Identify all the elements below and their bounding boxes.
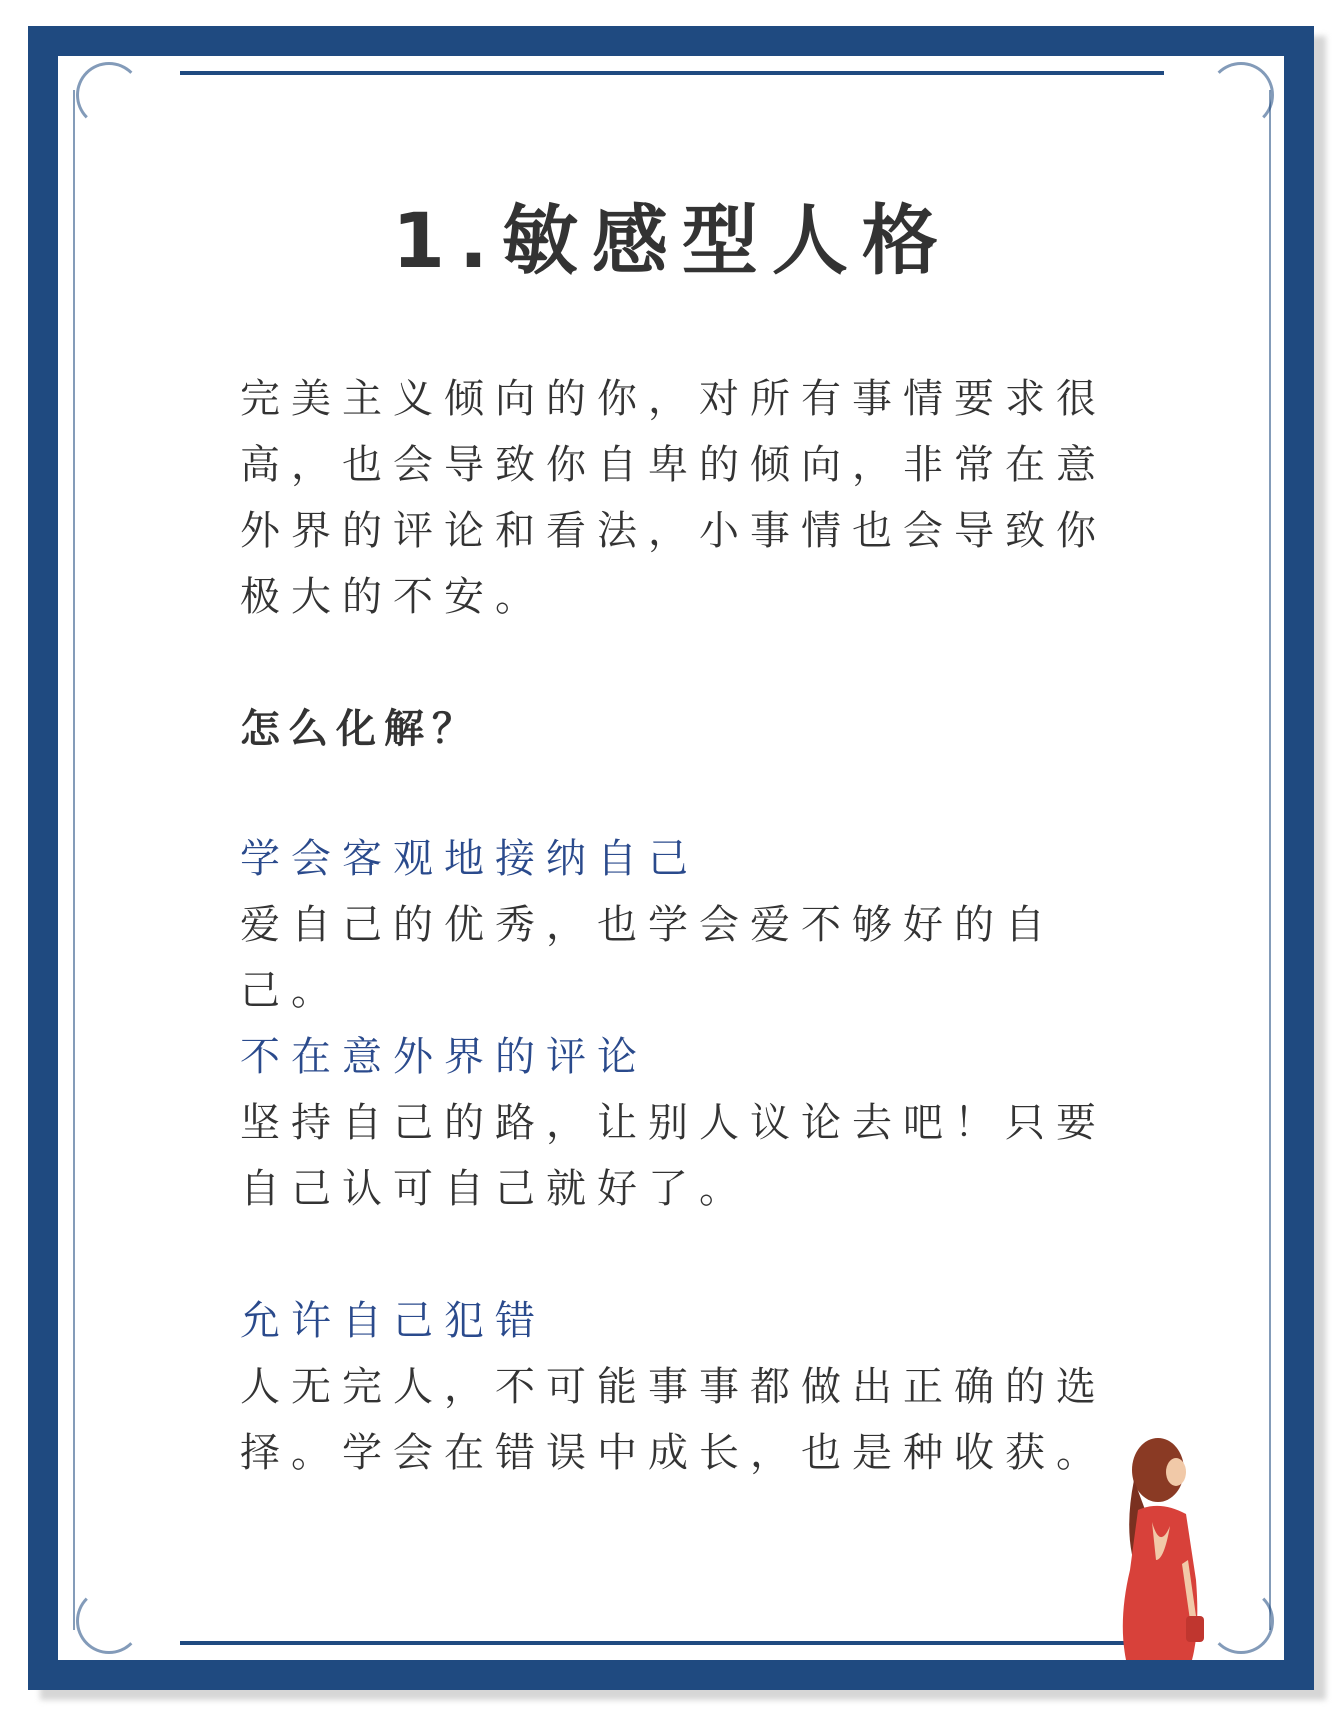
intro-paragraph: 完美主义倾向的你，对所有事情要求很高，也会导致你自卑的倾向，非常在意外界的评论和看法，小事情也会导致你极大的不安。 — [240, 376, 1107, 620]
tip-body: 爱自己的优秀，也学会爱不够好的自己。 — [240, 902, 1056, 1014]
tip-heading: 不在意外界的评论 — [240, 1034, 648, 1080]
handbag-shape — [1186, 1616, 1204, 1642]
tip-heading: 学会客观地接纳自己 — [240, 836, 699, 882]
corner-ornament — [1208, 62, 1274, 128]
tip-heading: 允许自己犯错 — [240, 1298, 546, 1344]
page-title: 1.敏感型人格 — [392, 196, 952, 285]
left-border-line — [73, 90, 75, 1630]
top-border-line — [180, 71, 1164, 75]
tip-body: 坚持自己的路，让别人议论去吧！只要自己认可自己就好了。 — [240, 1100, 1107, 1212]
face-shape — [1166, 1458, 1186, 1486]
tip-body: 人无完人，不可能事事都做出正确的选择。学会在错误中成长，也是种收获。 — [240, 1364, 1107, 1476]
question-heading: 怎么化解？ — [240, 706, 480, 752]
corner-ornament — [76, 62, 142, 128]
right-border-line — [1269, 90, 1271, 1630]
woman-illustration — [1100, 1430, 1220, 1660]
corner-ornament — [76, 1588, 142, 1654]
bottom-border-line — [180, 1641, 1164, 1645]
